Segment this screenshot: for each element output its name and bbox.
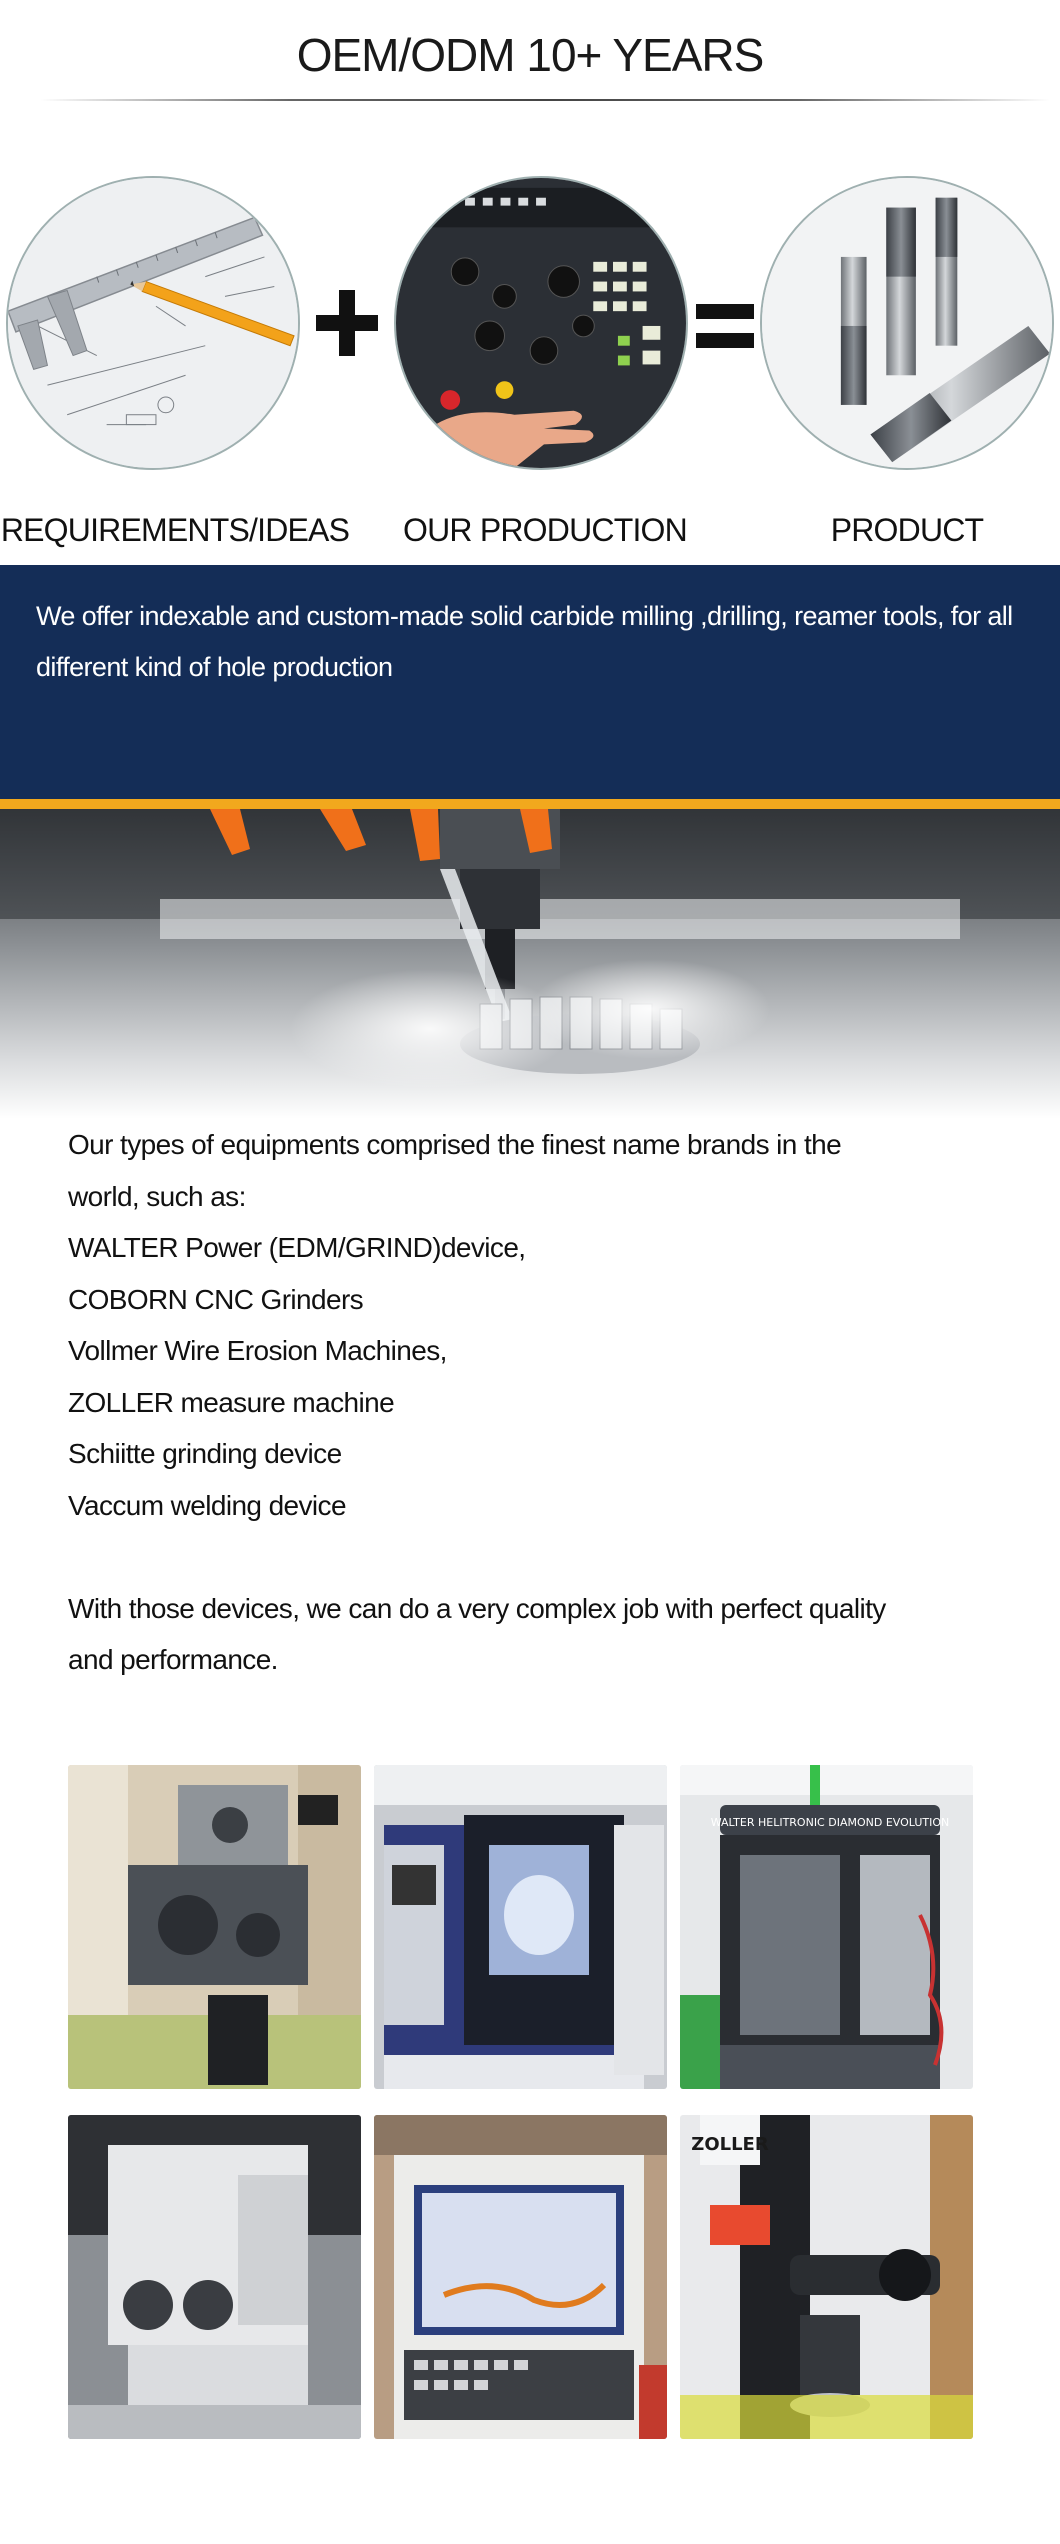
page-title: OEM/ODM 10+ YEARS: [296, 29, 764, 81]
technical-drawing-illustration: [8, 178, 298, 468]
walter-helitronic-illustration: [680, 1765, 973, 2089]
caption-product: PRODUCT: [830, 512, 984, 548]
machining-hero-image: [0, 809, 1060, 1119]
caption-production: OUR PRODUCTION: [403, 512, 687, 548]
equipment-intro-line-2: world, such as:: [68, 1180, 246, 1212]
equipment-item: ZOLLER measure machine: [68, 1386, 395, 1418]
equipment-item: Vollmer Wire Erosion Machines,: [68, 1335, 447, 1366]
caption-requirements: REQUIREMENTS/IDEAS: [0, 512, 350, 548]
machine-photo: [680, 2115, 973, 2439]
equals-operator: [696, 304, 754, 348]
carbide-end-mills-illustration: [762, 178, 1052, 468]
equipment-intro-line-1: Our types of equipments comprised the finest name brands in the: [68, 1129, 842, 1160]
equipment-item: COBORN CNC Grinders: [68, 1283, 364, 1315]
equipment-item: WALTER Power (EDM/GRIND)device,: [68, 1232, 526, 1263]
equipment-closing-line-1: With those devices, we can do a very complex job with perfect quality: [68, 1592, 886, 1624]
equipment-item: Vaccum welding device: [68, 1489, 346, 1521]
machine-photo: [680, 1765, 973, 2089]
plus-operator: [316, 290, 378, 356]
machine-photo: [68, 2115, 361, 2439]
machine-photo: [374, 2115, 667, 2439]
accent-stripe: [0, 799, 1060, 809]
offer-banner: [0, 565, 1060, 799]
machine-photo: [68, 1765, 361, 2089]
cnc-control-panel-illustration: [396, 178, 686, 468]
zoller-sign-text: ZOLLER: [691, 2134, 769, 2155]
control-monitor-illustration: [374, 2115, 667, 2439]
cnc-grinder-illustration: [374, 1765, 667, 2089]
production-image: [394, 176, 688, 470]
zoller-measuring-machine-illustration: [680, 2115, 973, 2439]
title-divider: [40, 99, 1050, 101]
grinding-machine-illustration: [68, 1765, 361, 2089]
walter-sign-text: WALTER HELITRONIC DIAMOND EVOLUTION: [710, 1816, 950, 1829]
requirements-image: [6, 176, 300, 470]
equipment-closing-line-2: and performance.: [68, 1644, 278, 1675]
equipment-item: Schiitte grinding device: [68, 1438, 342, 1469]
product-image: [760, 176, 1054, 470]
machine-photo: [374, 1765, 667, 2089]
offer-text: We offer indexable and custom-made solid carbide milling ,drilling, reamer tools, for all different kind of hole production: [36, 601, 1013, 682]
cnc-machining-illustration: [0, 809, 1060, 1119]
wire-erosion-machine-illustration: [68, 2115, 361, 2439]
equipment-description: [68, 1119, 968, 1686]
